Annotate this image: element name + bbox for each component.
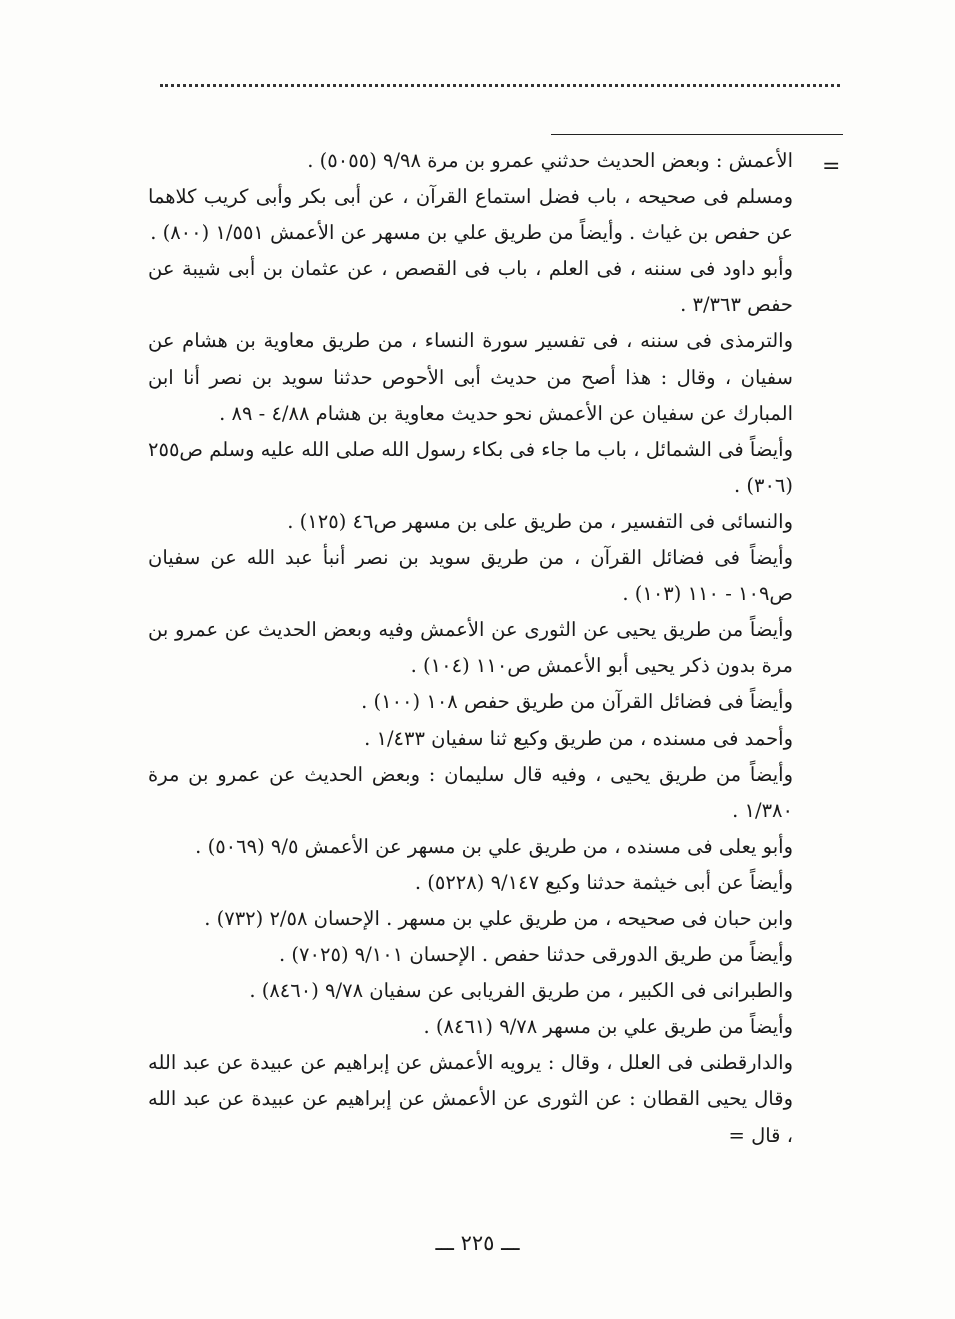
footnote-separator-rule [551,134,843,135]
footnote-paragraph: وأيضاً من طريق يحيى ، وفيه قال سليمان : وبعض الحديث عن عمرو بن مرة ١/٣٨٠ . [148,762,793,822]
footnote-paragraph: وأيضاً من طريق الدورقى حدثنا حفص . الإحسان ٩/١٠١ (٧٠٢٥) . [279,943,793,967]
footnote-paragraph: الأعمش : وبعض الحديث حدثني عمرو بن مرة ٩/٩٨ (٥٠٥٥) . [307,149,793,172]
footnote-paragraph: وأيضاً فى فضائل القرآن من طريق حفص ١٠٨ (١٠٠) . [361,690,793,714]
footnote-paragraph: وأيضاً فى فضائل القرآن ، من طريق سويد بن نصر أنبأ عبد الله عن سفيان ص١٠٩ - ١١٠ (١٠٣) . [148,546,793,606]
footnote-paragraph: والطبرانى فى الكبير ، من طريق الفريابى عن سفيان ٩/٧٨ (٨٤٦٠) . [249,979,793,1003]
footnote-paragraph: وأحمد فى مسنده ، من طريق وكيع ثنا سفيان ١/٤٣٣ . [364,726,793,750]
footnote-paragraph: والترمذى فى سننه ، فى تفسير سورة النساء ، من طريق معاوية بن هشام عن سفيان ، وقال : هذا أصح من حديث أبى الأحوص حدثنا سويد بن نصر أنا ابن المبارك عن سفيان عن الأعمش نحو حديث معاوية بن هشام ٤/٨٨ - ٨٩ . [148,329,793,425]
footnote-paragraph: وأيضاً من طريق علي بن مسهر ٩/٧٨ (٨٤٦١) . [423,1015,793,1039]
footnote-paragraph: وأيضاً فى الشمائل ، باب ما جاء فى بكاء رسول الله صلى الله عليه وسلم ص٢٥٥ (٣٠٦) . [148,437,793,497]
footnotes-block [148,143,793,1154]
footnote-paragraph: وأبو يعلى فى مسنده ، من طريق علي بن مسهر عن الأعمش ٩/٥ (٥٠٦٩) . [195,834,793,858]
header-dotted-rule [160,84,840,87]
page-number: ـــ ٢٢٥ ـــ [435,1231,520,1255]
footnote-paragraph: والدارقطنى فى العلل ، وقال : يرويه الأعمش عن إبراهيم عن عبيدة عن عبد الله وقال يحيى القطان : عن الثورى عن الأعمش عن إبراهيم عن عبيدة عن عبد الله ، قال = [148,1051,793,1147]
footnote-paragraph: وأيضاً من طريق يحيى عن الثورى عن الأعمش وفيه وبعض الحديث عن عمرو بن مرة بدون ذكر يحيى أبو الأعمش ص١١٠ (١٠٤) . [148,618,793,678]
footnote-paragraph: وأبو داود فى سننه ، فى العلم ، باب فى القصص ، عن عثمان بن أبى شيبة عن حفص ٣/٣٦٣ . [148,257,793,317]
footnote-paragraph: وابن حبان فى صحيحه ، من طريق علي بن مسهر . الإحسان ٢/٥٨ (٧٣٢) . [204,906,793,930]
footnote-paragraph: وأيضاً عن أبى خيثمة حدثنا وكيع ٩/١٤٧ (٥٢٢٨) . [414,870,793,894]
continuation-mark: = [822,154,841,179]
footnote-paragraph: ومسلم فى صحيحه ، باب فضل استماع القرآن ، عن أبى بكر وأبى كريب كلاهما عن حفص بن غياث . وأيضاً من طريق علي بن مسهر عن الأعمش ١/٥٥١ (٨٠٠) . [148,185,793,245]
footnote-paragraph: والنسائى فى التفسير ، من طريق على بن مسهر ص٤٦ (١٢٥) . [287,509,793,533]
